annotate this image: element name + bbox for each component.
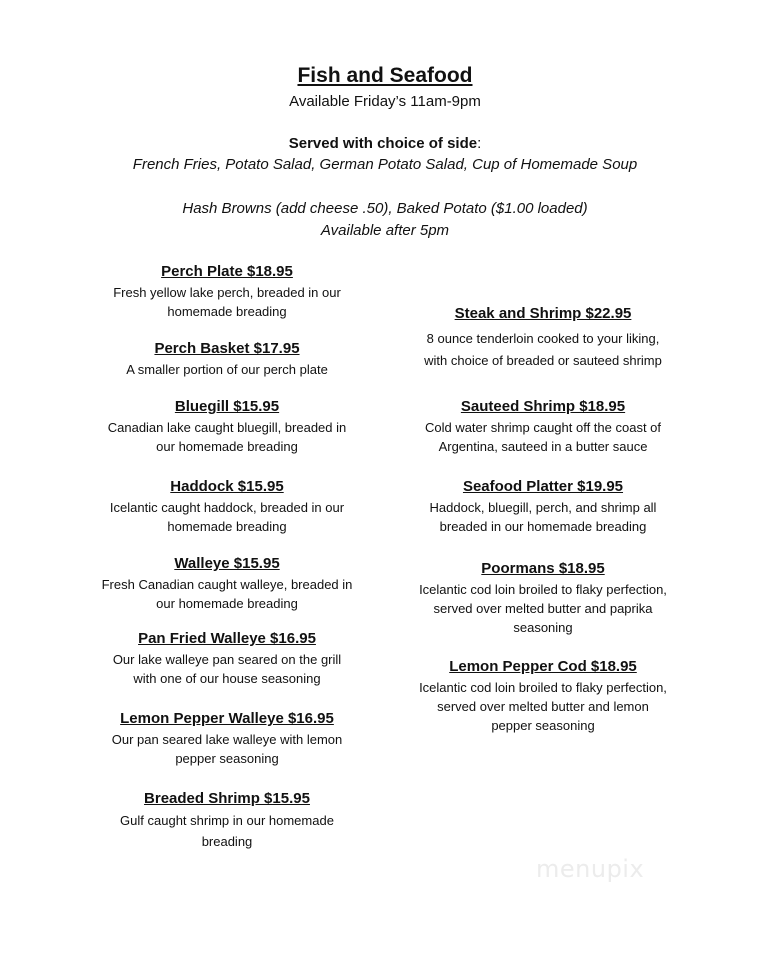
item-desc-line: our homemade breading	[156, 439, 298, 454]
item-name: Pan Fried Walleye $16.95	[138, 630, 316, 647]
item-desc-line: Cold water shrimp caught off the coast of	[424, 420, 662, 435]
item-desc-line: A smaller portion of our perch plate	[126, 362, 328, 377]
item-name: Bluegill $15.95	[174, 398, 280, 415]
menu-item-lemon-pepper-cod	[400, 658, 686, 735]
item-description	[400, 580, 686, 637]
menu-item-breaded-shrimp	[86, 790, 368, 852]
availability-text: Available Friday’s 11am-9pm	[289, 93, 481, 110]
menu-item-steak-and-shrimp	[400, 305, 686, 372]
item-desc-line: homemade breading	[167, 304, 287, 319]
item-description	[86, 360, 368, 379]
item-description	[86, 730, 368, 768]
item-name: Perch Plate $18.95	[161, 263, 293, 280]
item-name: Seafood Platter $19.95	[462, 478, 624, 495]
item-desc-line: Fresh yellow lake perch, breaded in our	[113, 285, 341, 300]
item-desc-line: Gulf caught shrimp in our homemade	[120, 813, 334, 828]
item-name: Lemon Pepper Walleye $16.95	[120, 710, 334, 727]
item-desc-line: Fresh Canadian caught walleye, breaded in	[101, 577, 353, 592]
item-description	[86, 650, 368, 688]
item-description	[86, 810, 368, 852]
item-desc-line: Icelantic cod loin broiled to flaky perfection,	[419, 680, 667, 695]
menu-item-haddock	[86, 478, 368, 536]
extra-sides: Hash Browns (add cheese .50), Baked Potato ($1.00 loaded)	[182, 200, 588, 217]
menu-item-bluegill	[86, 398, 368, 456]
menu-item-pan-fried-walleye	[86, 630, 368, 688]
item-name: Steak and Shrimp $22.95	[454, 305, 632, 322]
item-description	[86, 575, 368, 613]
item-desc-line: Our pan seared lake walleye with lemon	[111, 732, 343, 747]
sides-label: Served with choice of side	[288, 135, 478, 152]
item-desc-line: pepper seasoning	[491, 718, 595, 733]
item-desc-line: seasoning	[513, 620, 573, 635]
item-desc-line: Icelantic caught haddock, breaded in our	[109, 500, 345, 515]
item-desc-line: breaded in our homemade breading	[439, 519, 647, 534]
menu-item-seafood-platter	[400, 478, 686, 536]
item-desc-line: Haddock, bluegill, perch, and shrimp all	[429, 500, 657, 515]
sides-heading	[0, 135, 770, 152]
menu-item-sauteed-shrimp	[400, 398, 686, 456]
menu-title: Fish and Seafood	[297, 64, 473, 87]
item-description	[400, 678, 686, 735]
item-desc-line: Argentina, sauteed in a butter sauce	[438, 439, 648, 454]
item-description	[400, 328, 686, 372]
item-name: Walleye $15.95	[174, 555, 280, 572]
item-name: Lemon Pepper Cod $18.95	[449, 658, 637, 675]
item-description	[86, 283, 368, 321]
item-description	[400, 418, 686, 456]
menu-item-lemon-pepper-walleye	[86, 710, 368, 768]
item-desc-line: with one of our house seasoning	[133, 671, 321, 686]
item-desc-line: our homemade breading	[156, 596, 298, 611]
item-name: Sauteed Shrimp $18.95	[460, 398, 626, 415]
menu-item-walleye	[86, 555, 368, 613]
item-name: Perch Basket $17.95	[154, 340, 300, 357]
item-name: Breaded Shrimp $15.95	[144, 790, 310, 807]
menu-item-perch-plate	[86, 263, 368, 321]
watermark-logo: menupix	[536, 855, 645, 883]
item-description	[86, 418, 368, 456]
item-desc-line: Canadian lake caught bluegill, breaded in	[107, 420, 347, 435]
extra-availability: Available after 5pm	[320, 222, 450, 239]
item-description	[400, 498, 686, 536]
item-desc-line: served over melted butter and lemon	[437, 699, 649, 714]
menu-item-poormans	[400, 560, 686, 637]
item-desc-line: with choice of breaded or sauteed shrimp	[424, 353, 662, 368]
item-desc-line: Our lake walleye pan seared on the grill	[112, 652, 342, 667]
item-name: Haddock $15.95	[170, 478, 284, 495]
item-description	[86, 498, 368, 536]
item-name: Poormans $18.95	[481, 560, 605, 577]
item-desc-line: homemade breading	[167, 519, 287, 534]
item-desc-line: pepper seasoning	[175, 751, 279, 766]
item-desc-line: breading	[201, 834, 253, 849]
sides-colon: :	[477, 135, 482, 152]
item-desc-line: Icelantic cod loin broiled to flaky perfection,	[419, 582, 667, 597]
sides-list: French Fries, Potato Salad, German Potato Salad, Cup of Homemade Soup	[132, 156, 638, 173]
item-desc-line: served over melted butter and paprika	[433, 601, 653, 616]
menu-item-perch-basket	[86, 340, 368, 379]
item-desc-line: 8 ounce tenderloin cooked to your liking,	[426, 331, 660, 346]
